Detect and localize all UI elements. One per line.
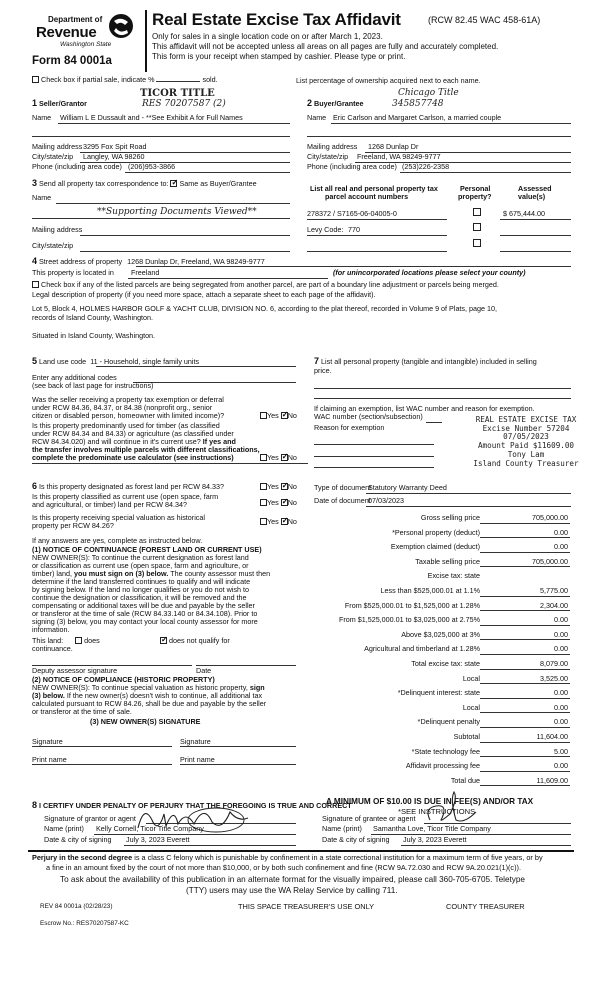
parcel-header-1: List all real and personal property tax [310,184,438,193]
seller-phone-value[interactable]: (206)953-3866 [128,162,176,171]
does-not-qualify-box[interactable] [160,637,167,644]
section5-number: 5 [32,356,38,366]
doc-type-label: Type of document [314,483,372,492]
notice1-line2: or classification as current use (open space, farm and agriculture, or [32,561,249,570]
forest-yes: Yes [267,482,279,491]
personal-property-row [314,356,537,367]
assessed-header-2: value(s) [518,192,546,201]
seller-handwritten-title: TICOR TITLE [140,88,215,99]
historic-answers [260,518,297,527]
levy-code-value[interactable]: 770 [348,225,360,234]
notice1-title: (1) NOTICE OF CONTINUANCE (FOREST LAND OR CURRENT USE) [32,545,262,554]
q-timber-line1: Is this property predominantly used for timber (as classified [32,421,220,430]
legal-line1: Lot 5, Block 4, HOLMES HARBOR GOLF & YACHT CLUB, DIVISION NO. 6, according to the plat thereof, recorded in Volume 9 of Plats, page 10, [32,304,497,313]
county-treasurer: COUNTY TREASURER [446,902,525,911]
levy-code-label: Levy Code: [307,225,344,234]
forest-answers [260,483,297,492]
exemption-reason-label: Reason for exemption [314,423,385,432]
fee-value[interactable]: 0.00 [480,543,570,553]
ask-line1: To ask about the availability of this publication in an alternate format for the visually impaired, please call 360-705-6705. Teletype [60,875,525,884]
notice1-line4: determine if the land transferred continues to qualify and will indicate [32,577,251,586]
rev-number: REV 84 0001a (02/28/23) [40,903,113,910]
notice1-line9: signing (3) below, you may contact your local county assessor for more [32,617,258,626]
legal-line3: Situated in Island County, Washington. [32,331,156,340]
partial-sale-checkbox[interactable] [32,76,39,83]
notice1-line10: information. [32,625,70,634]
section8-number: 8 [32,800,38,810]
header-divider [145,10,147,72]
q-timber-no: No [287,453,297,462]
does-qualify-box[interactable] [75,637,82,644]
answers-note: If any answers are yes, complete as instructed below. [32,536,203,545]
current-use-q-line1: Is this property classified as current use (open space, farm [32,492,219,501]
historic-yes: Yes [267,517,279,526]
fee-value[interactable]: 5.00 [480,748,570,758]
notice2-line1a: NEW OWNER(S): To continue special valuation as historic property, [32,683,248,692]
fee-label: *Personal property (deduct) [392,527,480,537]
fee-value[interactable]: 11,609.00 [480,777,570,787]
current-use-yes-box[interactable] [260,499,267,506]
buyer-city-label: City/state/zip [307,152,349,161]
form-citation: (RCW 82.45 WAC 458-61A) [428,15,541,25]
partial-sale-text: Check box if partial sale, indicate % [41,75,155,84]
notice1-line6: continue the designation or classification, it will be removed and the [32,593,247,602]
q-exemption-line1: Was the seller receiving a property tax exemption or deferral [32,395,224,404]
buyer-city-value[interactable]: Freeland, WA 98249-9777 [357,152,441,161]
notice1-line3b: you must sign on (3) below. [73,569,169,578]
q-exemption-answers [260,412,297,421]
historic-yes-box[interactable] [260,518,267,525]
personal-property-text1: List all personal property (tangible and intangible) included in selling [321,357,537,366]
section1-number: 1 [32,98,38,108]
buyer-handwritten-ref: 345857748 [392,99,444,109]
corr-city-label: City/state/zip [32,241,74,250]
header-note1: Only for sales in a single location code on or after March 1, 2023. [152,32,383,41]
stamp-line3: 07/05/2023 [503,432,549,442]
grantee-date-value[interactable]: July 3, 2023 Everett [403,835,467,844]
forest-q-row [32,481,224,492]
section7-number: 7 [314,356,320,366]
notice2-line3: calculated pursuant to RCW 84.26, shall be due and payable by the seller [32,699,267,708]
seller-phone-label: Phone (including area code) [32,162,122,171]
section6-number: 6 [32,481,38,491]
section3-number: 3 [32,178,38,188]
current-use-no: No [287,498,297,507]
seller-mail-label: Mailing address [32,142,83,151]
personal-checkbox-1[interactable] [473,208,481,216]
buyer-handwritten-title: Chicago Title [398,88,459,98]
fee-label: Agricultural and timberland at 1.28% [364,644,480,654]
perjury-line2: a fine in an amount fixed by the court of not more than $10,000, or by both such confinement and fine (RCW 9A.72.030 and RCW 9A.20.021(1)(c)). [46,863,521,872]
personal-header-2: property? [458,192,492,201]
assessed-header-1: Assessed [518,184,552,193]
form-title: Real Estate Excise Tax Affidavit [152,10,401,29]
legal-label: Legal description of property (if you need more space, attach a separate sheet to each page of the affidavit). [32,290,376,299]
grantor-name-label: Name (print) [44,824,84,833]
forest-yes-box[interactable] [260,483,267,490]
q-timber-yes: Yes [267,453,279,462]
fee-label: Taxable selling price [415,556,480,566]
q-exemption-line3: citizen or disabled person, homeowner with limited income)? [32,411,225,420]
section2-number: 2 [307,98,313,108]
q-exemption-no: No [287,411,297,420]
form-number: Form 84 0001a [32,55,112,67]
seller-name-value[interactable]: William L E Dussault and - **See Exhibit A for Full Names [60,113,243,122]
q-timber-bold2: the transfer involves multiple parcels with different classifications, [32,445,260,454]
assessed-value[interactable]: $ 675,444.00 [503,209,545,218]
fee-value[interactable]: 2,304.00 [480,602,570,612]
continuance-label: continuance. [32,644,73,653]
same-as-buyer-checkbox[interactable] [170,180,177,187]
q-timber-yes-box[interactable] [260,454,267,461]
forest-question: Is this property designated as forest land per RCW 84.33? [39,482,224,491]
q-exemption-no-box[interactable] [281,412,288,419]
fee-label: Total due [450,775,480,785]
notice2-line1b: sign [249,683,265,692]
certify-title: I CERTIFY UNDER PENALTY OF PERJURY THAT THE FOREGOING IS TRUE AND CORRECT [39,801,352,810]
stamp-line2: Excise Number 57204 [482,423,570,433]
buyer-mail-value[interactable]: 1268 Dunlap Dr [368,142,419,151]
current-use-q-line2: and agricultural, or timber) land per RCW 84.34? [32,500,188,509]
deputy-sig-label: Deputy assessor signature [32,666,118,675]
corr-name-label: Name [32,193,52,202]
fee-label: Subtotal [453,732,480,741]
buyer-name-value[interactable]: Eric Carlson and Margaret Carlson, a married couple [333,113,502,122]
treasurer-stamp [466,416,586,468]
q-exemption-line2: under RCW 84.36, 84.37, or 84.38 (nonprofit org., senior [32,403,213,412]
seller-handwritten-ref: RES 70207587 (2) [142,99,226,109]
dor-logo [30,10,140,52]
owner-sig-label-1: Signature [32,737,63,746]
fee-label: From $525,000.01 to $1,525,000 at 1.28% [344,600,480,610]
perjury-line1 [32,854,543,863]
header-note2: This affidavit will not be accepted unless all areas on all pages are fully and accurately completed. [152,42,499,51]
owner-print-label-2: Print name [180,755,215,764]
dept-line1: Department of [48,15,103,24]
escrow-number: Escrow No.: RES70207587-KC [40,920,129,927]
historic-q-line1: Is this property receiving special valuation as historical [32,513,205,522]
fee-value[interactable]: 705,000.00 [480,514,570,524]
fee-label: Local [462,702,480,712]
land-use-value[interactable]: 11 - Household, single family units [90,357,200,366]
fee-label: *Delinquent penalty [417,717,480,727]
buyer-label: Buyer/Grantee [314,99,364,108]
fee-value[interactable]: 0.00 [480,616,570,626]
section4-number: 4 [32,256,38,266]
owner-sig-label-2: Signature [180,737,211,746]
fee-value[interactable]: 0.00 [480,718,570,728]
buyer-name-label: Name [307,113,327,122]
current-use-no-box[interactable] [281,499,288,506]
notice1-line3c: The county assessor must then [170,569,271,578]
fee-label: Excise tax: state [427,571,480,581]
see-back-note: (see back of last page for instructions) [32,381,154,390]
legal-line2: records of Island County, Washington. [32,313,154,322]
land-use-label: Land use code [39,357,87,366]
supporting-docs-note: **Supporting Documents Viewed** [97,207,257,217]
does-qualify-label: does [84,636,100,645]
street-value[interactable]: 1268 Dunlap Dr, Freeland, WA 98249-9777 [127,257,265,266]
dept-line2: Revenue [36,24,97,41]
notice1-line7: compensating or additional taxes will be due and payable by the seller [32,601,255,610]
q-exemption-yes-box[interactable] [260,412,267,419]
same-as-buyer-label: Same as Buyer/Grantee [179,179,257,188]
notice2-line4: or transferor at the time of sale. [32,707,132,716]
dept-line3: Washington State [60,41,112,48]
q-timber-no-box[interactable] [281,454,288,461]
this-land-label: This land: [32,636,64,645]
fee-label: *Delinquent interest: state [397,688,480,698]
minimum-line1: A MINIMUM OF $10.00 IS DUE IN FEE(S) AND/OR TAX [326,797,534,806]
fee-value[interactable]: 0.00 [480,631,570,641]
grantor-date-label: Date & city of signing [44,835,112,844]
notice2-title: (2) NOTICE OF COMPLIANCE (HISTORIC PROPERTY) [32,675,215,684]
footer-divider [28,850,574,852]
fee-value[interactable]: 0.00 [480,704,570,714]
historic-no-box[interactable] [281,518,288,525]
correspondence-row [32,178,257,189]
grantee-signature [420,790,480,828]
notice2-line2b: If the new owner(s) doesn't wish to continue, all additional tax [66,691,263,700]
stamp-line5: Tony Lam [507,449,545,459]
notice1-line8: or transferor at the time of sale (RCW 84.33.140 or 84.34.108). Prior to [32,609,258,618]
fee-label: Gross selling price [420,513,480,522]
header-note3: This form is your receipt when stamped by cashier. Please type or print. [152,52,406,61]
wac-label: WAC number (section/subsection) [314,412,423,421]
treasurer-space: THIS SPACE TREASURER'S USE ONLY [238,902,375,911]
q-timber-line3-text: RCW 84.34.020) and will continue in it's current use? [32,437,201,446]
perjury-bold: Perjury in the second degree [32,853,133,862]
personal-checkbox-3[interactable] [473,239,481,247]
fee-label: Exemption claimed (deduct) [390,542,480,552]
forest-no-box[interactable] [281,483,288,490]
seller-name-label: Name [32,113,52,122]
fee-label: Above $3,025,000 at 3% [401,629,480,639]
grantor-name-value[interactable]: Kelly Cornell, Ticor Title Company [96,824,204,833]
personal-header-1: Personal [460,184,491,193]
located-label: This property is located in [32,268,114,277]
does-not-row [160,637,230,646]
fee-value[interactable]: 0.00 [480,529,570,539]
segregate-checkbox[interactable] [32,281,39,288]
ownership-note: List percentage of ownership acquired next to each name. [296,76,481,85]
notice1-line3a: timber) land, [32,569,72,578]
street-label: Street address of property [39,257,123,266]
additional-codes-label: Enter any additional codes [32,373,117,382]
grantee-sig-label: Signature of grantee or agent [322,814,416,823]
stamp-line6: Island County Treasurer [473,458,579,468]
located-note: (for unincorporated locations please select your county) [333,268,526,277]
fee-value[interactable]: 705,000.00 [480,558,570,568]
doc-type-value[interactable]: Statutory Warranty Deed [368,483,447,492]
fee-label: Less than $525,000.01 at 1.1% [380,586,480,595]
buyer-phone-label: Phone (including area code) [307,162,397,171]
wa-logo-icon [108,12,134,40]
seller-city-value[interactable]: Langley, WA 98260 [83,152,145,161]
notice1-line5: by signing below. If the land no longer qualifies or you do not wish to [32,585,249,594]
seller-header [32,98,87,109]
grantor-date-value[interactable]: July 3, 2023 Everett [126,835,190,844]
current-use-answers [260,499,297,508]
corr-mail-label: Mailing address [32,225,83,234]
owner-print-label-1: Print name [32,755,67,764]
exemption-instruction: If claiming an exemption, list WAC number and reason for exemption. [314,404,535,413]
ask-line2: (TTY) users may use the WA Relay Service by calling 711. [186,886,398,895]
fee-label: Total excise tax: state [411,659,480,668]
fee-value[interactable]: 5,775.00 [480,587,570,597]
notice1-line1: NEW OWNER(S): To continue the current designation as forest land [32,553,249,562]
q-exemption-yes: Yes [267,411,279,420]
fee-label: From $1,525,000.01 to $3,025,000 at 2.75% [338,615,480,625]
historic-q-line2: property per RCW 84.26? [32,521,114,530]
notice2-line2a: (3) below. [32,691,65,700]
historic-no: No [287,517,297,526]
fee-value[interactable]: 11,604.00 [480,733,570,743]
grantee-date-label: Date & city of signing [322,835,390,844]
notice3-title: (3) NEW OWNER(S) SIGNATURE [90,717,201,726]
parcel-number[interactable]: 278372 / S7165-06-04005-0 [307,209,397,218]
grantor-sig-label: Signature of grantor or agent [44,814,136,823]
fee-value[interactable]: 3,525.00 [480,675,570,685]
personal-property-text2: price. [314,366,332,375]
fee-value[interactable]: 0.00 [480,645,570,655]
doc-date-label: Date of document [314,496,371,505]
partial-sale-row [32,76,218,85]
seller-label: Seller/Grantor [39,99,87,108]
deputy-date-label: Date [196,666,212,675]
partial-sale-sold: sold. [202,75,218,84]
fee-value[interactable]: 0.00 [480,762,570,772]
q-timber-bold3: complete the predominate use calculator (see instructions) [32,453,234,462]
grantee-name-value[interactable]: Samantha Love, Ticor Title Company [373,824,491,833]
fee-value[interactable]: 8,079.00 [480,660,570,670]
personal-checkbox-2[interactable] [473,223,481,231]
minimum-line2: *SEE INSTRUCTIONS [398,807,476,816]
perjury-text1: is a class C felony which is punishable by confinement in a state correctional institution for a maximum term of five years, or by [134,853,543,862]
buyer-header [307,98,364,109]
buyer-mail-label: Mailing address [307,142,358,151]
correspondence-text: Send all property tax correspondence to: [39,179,169,188]
buyer-phone-value[interactable]: (253)226-2358 [402,162,450,171]
forest-no: No [287,482,297,491]
q-timber-line2: under RCW 84.34 and 84.33) or agriculture (as classified under [32,429,234,438]
seller-city-label: City/state/zip [32,152,74,161]
fee-label: Affidavit processing fee [405,761,480,771]
does-not-qualify-label: does not qualify for [169,636,230,645]
grantee-name-label: Name (print) [322,824,362,833]
stamp-line4: Amount Paid $11609.00 [477,441,574,451]
segregate-text: Check box if any of the listed parcels are being segregated from another parcel, are part of a boundary line adjustment or parcels being merged. [41,280,499,289]
segregate-row [32,281,499,290]
fee-label: *State technology fee [411,746,480,756]
seller-mail-value[interactable]: 3295 Fox Spit Road [83,142,147,151]
q-timber-answers [260,454,297,463]
located-value[interactable]: Freeland [131,268,160,277]
parcel-header-2: parcel account numbers [325,192,409,201]
fee-label: Local [462,673,480,683]
fee-value[interactable]: 0.00 [480,689,570,699]
q-timber-if-yes: If yes and [202,437,236,446]
doc-date-value[interactable]: 07/03/2023 [368,496,404,505]
stamp-line1: REAL ESTATE EXCISE TAX [475,415,577,424]
current-use-yes: Yes [267,498,279,507]
